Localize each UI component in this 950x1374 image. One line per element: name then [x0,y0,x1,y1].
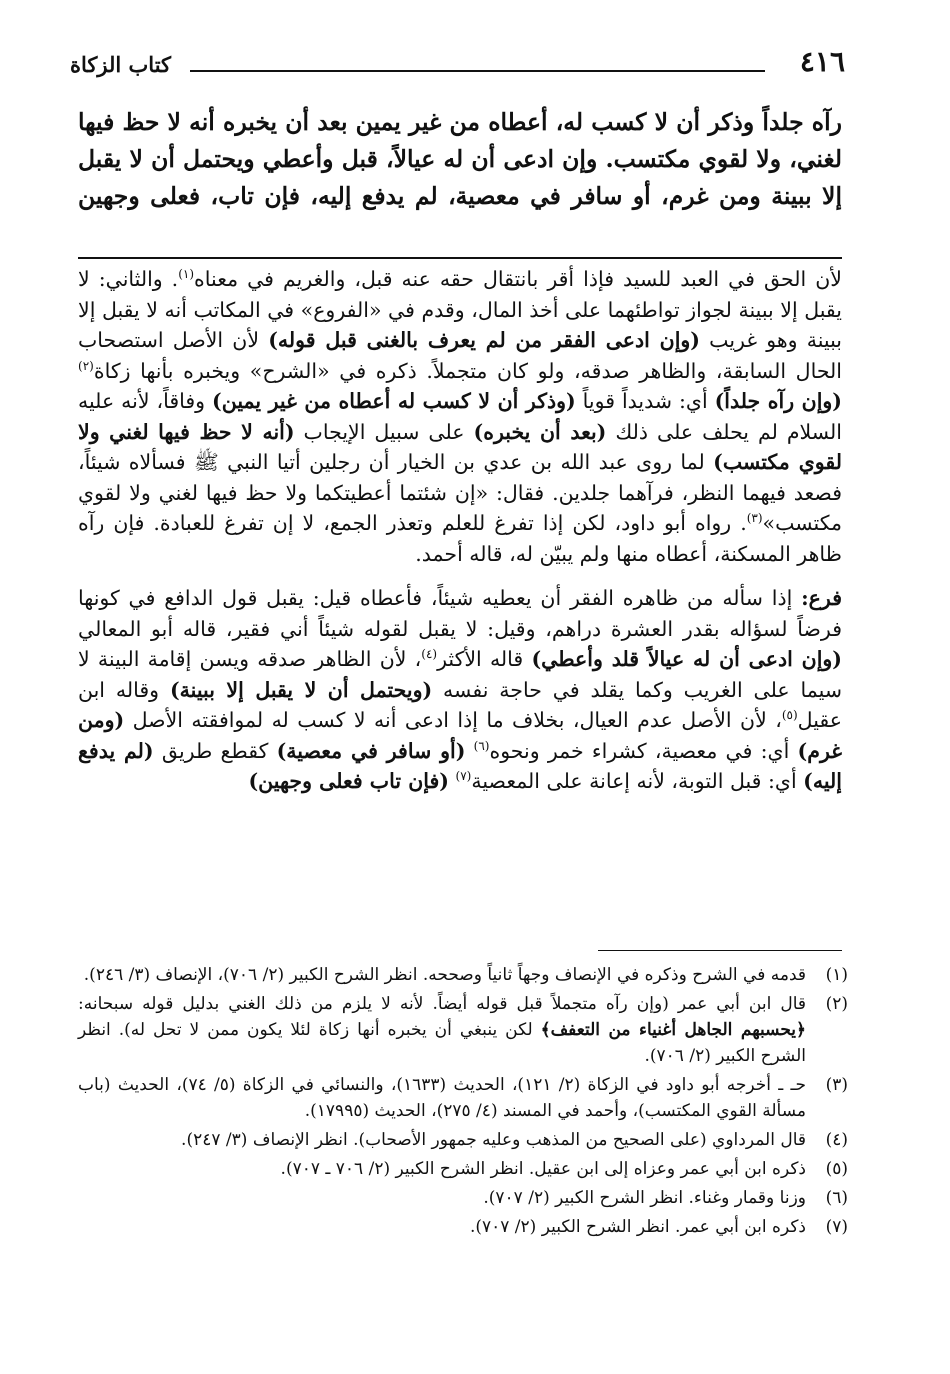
footnote-text: قدمه في الشرح وذكره في الإنصاف وجهاً ثانياً وصححه. انظر الشرح الكبير (٢/ ٧٠٦)، الإنصاف (٣/ ٢٤٦). [83,965,806,985]
sharh-text-run [465,739,473,763]
footnote-text [78,991,806,1069]
book-title: كتاب الزكاة [70,52,172,77]
sharh-text-run: وقاله ابن عقيل [78,677,842,732]
page-number: ٤١٦ [799,45,845,78]
far-label: فرع: [801,586,842,610]
footnote [78,1156,848,1182]
sharh-text-run: ، لأن الأصل عدم العيال، بخلاف ما إذا ادعى أنه لا كسب له لموافقته الأصل [124,708,782,732]
matn-quote: (ومن غرم) [78,708,842,763]
matn-line: إلا ببينة ومن غرم، أو سافر في معصية، لم يدفع إليه، فإن تاب، فعلى وجهين [78,182,842,210]
footnote-text: وزنا وقمار وغناء. انظر الشرح الكبير (٢/ ٧٠٧). [483,1188,806,1208]
footnote-number: (٢) [825,994,848,1014]
footnote [78,1185,848,1211]
sharh-text-run: كقطع طريق [153,738,277,763]
matn-quote: (وذكر أن لا كسب له أعطاه من غير يمين) [212,389,576,413]
sharh-text-run: . رواه أبو داود، لكن إذا تفرغ للعلم وتعذر الجمع، لا إن تفرغ للعبادة. فإن رآه ظاهر المسكنة، أعطاه منها ولم يبيّن له، قاله أحمد. [78,511,842,566]
footnote [78,962,848,988]
sharh-text-run: أي: شديداً قوياً [575,389,715,413]
footnote [78,991,848,1069]
matn-quote: (ويحتمل أن لا يقبل إلا ببينة) [169,677,433,702]
footnotes [78,962,848,1243]
footnote-ref: (١) [178,267,195,282]
sharh-text-run: . والثاني: لا يقبل إلا ببينة لجواز تواطئهما على أخذ المال، وقدم في «الفروع» في المكاتب أنه لا يقبل إلا ببينة وهو غريب [78,267,842,352]
sharh-text-run: على سبيل الإيجاب [294,419,474,444]
matn-quote: (أو سافر في معصية) [276,738,466,763]
sharh-text-run: أي: قبل التوبة، لأنه إعانة على المعصية [471,769,804,793]
footnote-number: (٤) [825,1130,848,1150]
sharh-text [78,264,842,797]
footnote-divider [598,950,842,951]
sharh-paragraph [78,264,842,569]
sharh-text-run: ، لأن الظاهر صدقه ويسن إقامة البينة لا سيما على الغريب وكما يقلد في حاجة نفسه [78,647,842,702]
matn-quote: (أنه لا حظ فيها لغني ولا لقوي مكتسب) [78,419,842,474]
footnote-text: ذكره ابن أبي عمر. انظر الشرح الكبير (٢/ ٧٠٧). [469,1217,806,1237]
sharh-text-run: قاله الأكثر [437,647,532,671]
footnote [78,1072,848,1124]
page-header [70,44,845,84]
matn-quote: (وإن ادعى الفقر من لم يعرف بالغنى قبل قوله) [268,328,700,352]
footnote-text-run: لكن ينبغي أن يخبره أنها زكاة لئلا يكون ممن لا تحل له). انظر الشرح الكبير (٢/ ٧٠٦). [78,1020,806,1066]
sharh-paragraph [78,583,842,797]
sharh-text-run: أي: في معصية، كشراء خمر ونحوه [489,738,798,763]
footnote-number: (١) [825,965,848,985]
header-rule [190,70,765,72]
matn-quote: (فإن تاب فعلى وجهين) [248,769,449,793]
footnote-text: قال المرداوي (على الصحيح من المذهب وعليه جمهور الأصحاب). انظر الإنصاف (٣/ ٢٤٧). [181,1130,806,1150]
footnote-ref: (٥) [781,708,798,723]
sharh-text-run: لأن الأصل استصحاب الحال السابقة، والظاهر صدقه، ولو كان متجملاً. ذكره في «الشرح» ويخبره بأنها زكاة [78,328,842,383]
footnote-ref: (٦) [473,738,490,753]
matn-text [78,104,842,215]
footnote-number: (٥) [825,1159,848,1179]
footnote-text: ذكره ابن أبي عمر وعزاه إلى ابن عقيل. انظر الشرح الكبير (٢/ ٧٠٦ ـ ٧٠٧). [280,1159,806,1179]
footnote-number: (٣) [825,1075,848,1095]
matn-line: رآه جلداً وذكر أن لا كسب له، أعطاه من غير يمين بعد أن يخبره أنه لا حظ فيها [78,108,842,136]
matn-quote: (لم يدفع إليه) [78,738,842,793]
sharh-text-run: وفاقاً، لأنه عليه السلام لم يحلف على ذلك [78,389,842,444]
sharh-text-run: إذا سأله من ظاهره الفقر أن يعطيه شيئاً، فأعطاه قيل: يقبل قول الدافع في كونها فرضاً لسؤاله بقدر العشرة دراهم، وقيل: لا يقبل لقوله شيئاً أني فقير، قاله أبو المعالي [78,586,842,641]
sharh-text-run: لما روى عبد الله بن عدي بن الخيار أن رجلين أتيا النبي ﷺ فسألاه شيئاً، فصعد فيهما النظر، فرآهما جلدين. فقال: «إن شئتما أعطيتكما ولا حظ فيها لغني ولا لقوي مكتسب» [78,450,842,535]
matn-quote: (وإن ادعى أن له عيالاً قلد وأعطي) [531,647,842,671]
footnote-ref: (٢) [78,358,94,373]
footnote [78,1214,848,1240]
footnote-ref: (٤) [421,647,438,662]
footnote-ref: (٣) [746,511,763,526]
matn-quote: (وإن رآه جلداً) [714,389,842,413]
footnote-number: (٧) [825,1217,848,1237]
footnote-text-run: قال ابن أبي عمر (وإن رآه متجملاً قبل قوله أيضاً. لأنه لا يلزم من ذلك الغني بدليل قوله سبحانه: [78,994,806,1014]
matn-quote: (بعد أن يخبره) [473,419,607,444]
quran-quote: ﴿يحسبهم الجاهل أغنياء من التعفف﴾ [540,1020,806,1040]
footnote-number: (٦) [825,1188,848,1208]
matn-divider [78,257,842,259]
footnote [78,1127,848,1153]
sharh-text-run: لأن الحق في العبد للسيد فإذا أقر بانتقال حقه عنه قبل، والغريم في معناه [194,267,842,291]
matn-line: لغني، ولا لقوي مكتسب. وإن ادعى أن له عيالاً، قبل وأعطي ويحتمل أن لا يقبل [78,145,842,173]
footnote-ref: (٧) [455,769,472,784]
footnote-text: حـ ـ أخرجه أبو داود في الزكاة (٢/ ١٢١)، الحديث (١٦٣٣)، والنسائي في الزكاة (٥/ ٧٤)، الحديث (باب مسألة القوي المكتسب)، وأحمد في المسند (٤/ ٢٧٥)، الحديث (١٧٩٩٥). [78,1075,806,1121]
